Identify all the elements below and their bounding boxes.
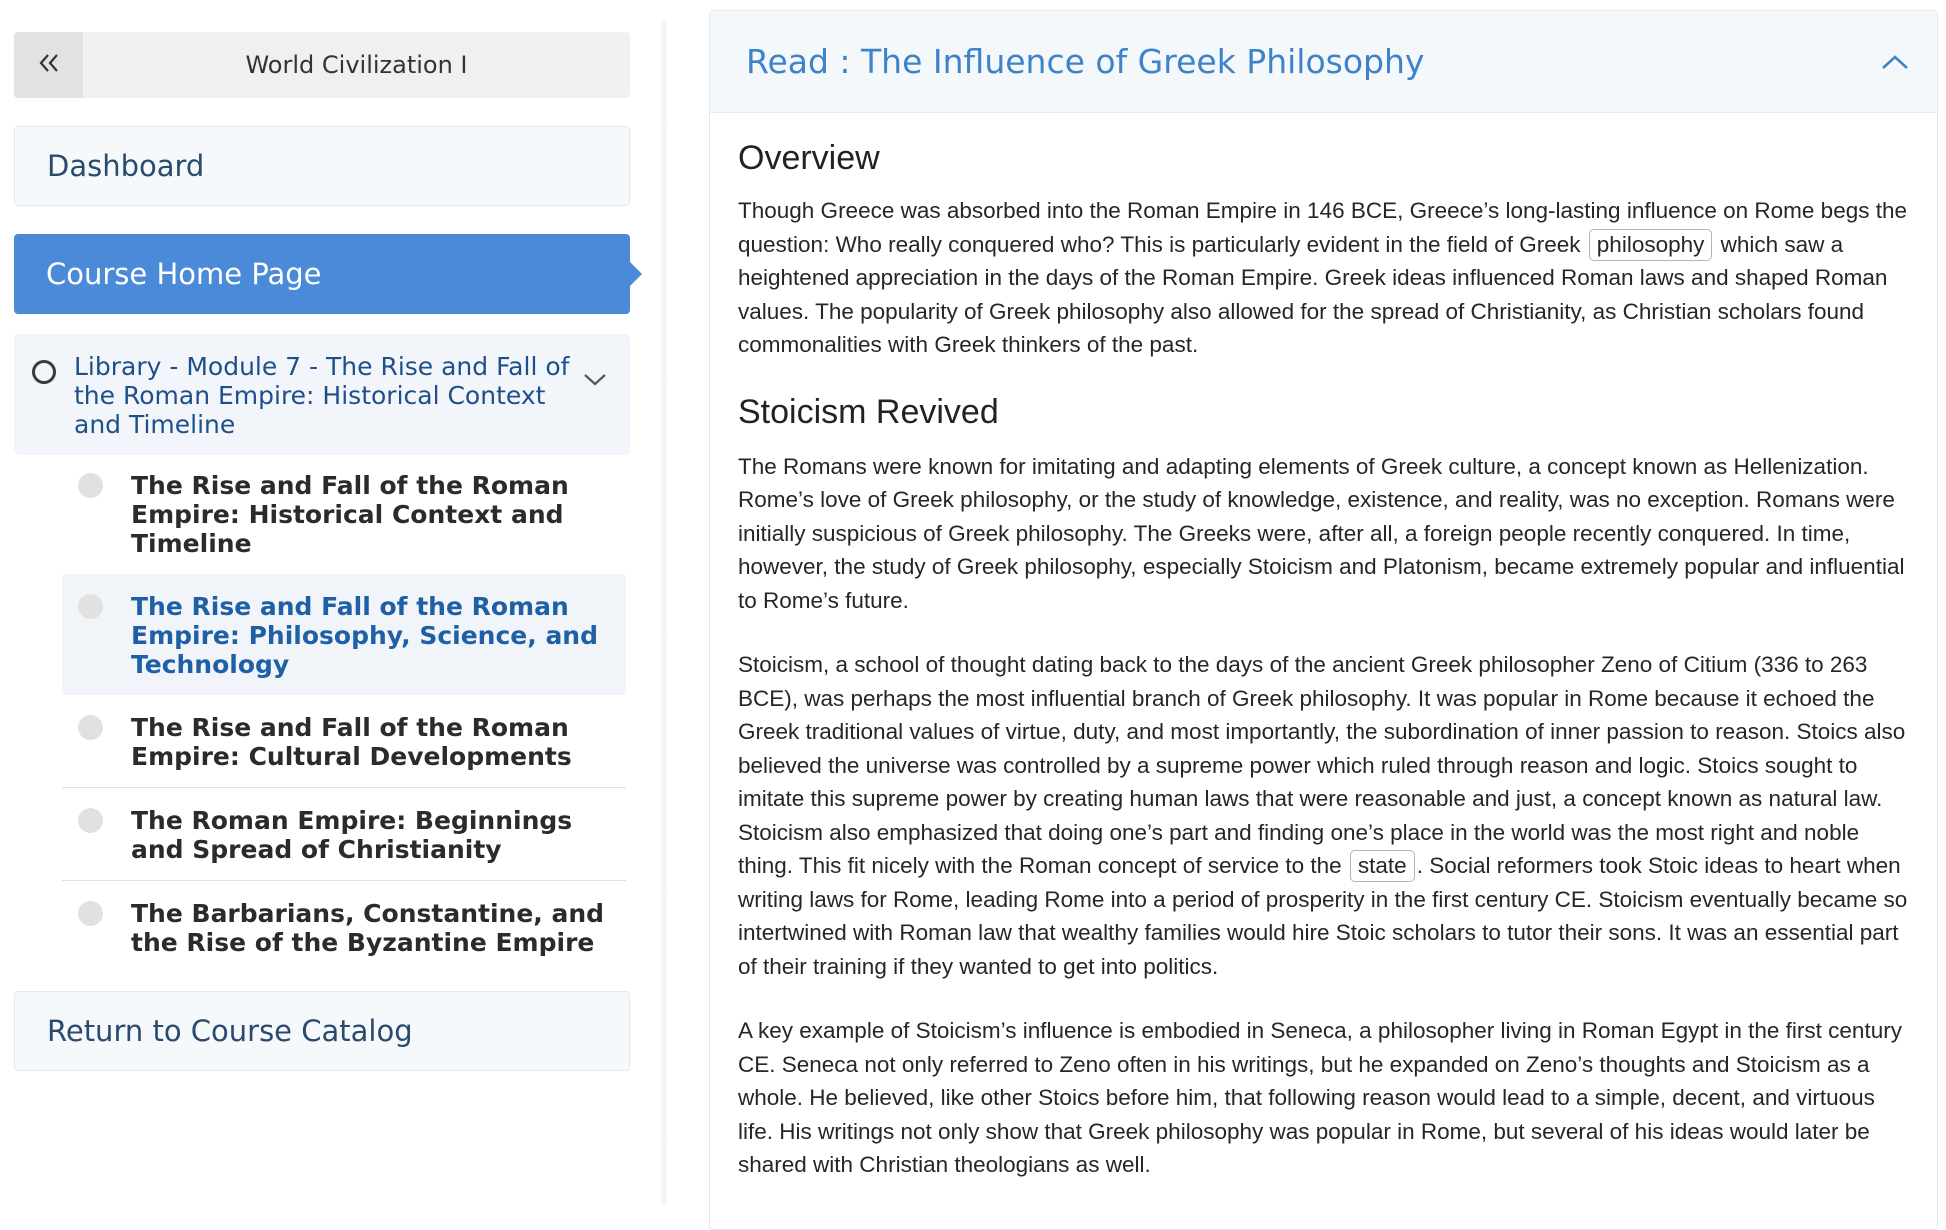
course-home-link[interactable]: Course Home Page [14, 234, 630, 314]
collapse-sidebar-button[interactable] [14, 32, 83, 98]
lesson-title: The Rise and Fall of the Roman Empire: Philosophy, Science, and Technology [131, 592, 599, 679]
lesson-item[interactable] [62, 788, 626, 881]
lesson-title: The Rise and Fall of the Roman Empire: Cultural Developments [131, 713, 572, 771]
lesson-list [62, 455, 626, 973]
overview-text-1: Though Greece was absorbed into the Roman Empire in 146 BCE, Greece’s long-lasting influence on Rome begs the question: Who really conquered who? This is particularly evident in the field of Greek [738, 198, 1908, 257]
grey-dot-icon [78, 901, 103, 926]
sidebar [14, 32, 630, 1071]
stoicism-text-2: . Social reformers took Stoic ideas to heart when writing laws for Rome, leading Rome into a period of prosperity in the first century CE. Stoicism eventually became so intertwined with Roman law that wealthy families would hire Stoic scholars to tutor their sons. It was an essential part of their training if they wanted to get into politics. [738, 853, 1908, 979]
stoicism-paragraph-3: A key example of Stoicism’s influence is embodied in Seneca, a philosopher living in Roman Egypt in the first century CE. Seneca not only referred to Zeno often in his writings, but he expanded on Zeno’s thoughts and Stoicism as a whole. He believed, like other Stoics before him, that following reason would lead to a simple, decent, and virtuous life. His writings not only show that Greek philosophy was popular in Rome, but several of his ideas would later be shared with Christian theologians as well. [738, 1018, 1902, 1177]
reading-header[interactable] [710, 11, 1937, 113]
lesson-title: The Rise and Fall of the Roman Empire: Historical Context and Timeline [131, 471, 569, 558]
lesson-item[interactable] [62, 881, 626, 973]
chevron-up-icon[interactable] [1877, 44, 1913, 80]
return-to-catalog-link[interactable]: Return to Course Catalog [14, 991, 630, 1071]
stoicism-paragraph-1: The Romans were known for imitating and adapting elements of Greek culture, a concept known as Hellenization. Rome’s love of Greek philosophy, or the study of knowledge, existence, and reality, was no exception. Romans were initially suspicious of Greek philosophy. The Greeks were, after all, a foreign people recently conquered. In time, however, the study of Greek philosophy, especially Stoicism and Platonism, became extremely popular and influential to Rome’s future. [738, 453, 1905, 613]
reading-content [710, 113, 1937, 1182]
reading-panel [709, 10, 1938, 1230]
dashboard-link[interactable]: Dashboard [14, 126, 630, 206]
course-header [14, 32, 630, 98]
overview-heading: Overview [738, 139, 880, 177]
overview-text-2: which saw a heightened appreciation in the days of the Roman Empire. Greek ideas influenced Roman laws and shaped Roman values. The popularity of Greek philosophy also allowed for the spread of Christianity, as Christian scholars found commonalities with Greek thinkers of the past. [738, 231, 1888, 357]
lesson-item-selected[interactable] [62, 574, 626, 695]
empty-circle-icon [32, 360, 56, 384]
module-title: Library - Module 7 - The Rise and Fall of the Roman Empire: Historical Context and Timeline [74, 352, 570, 439]
lesson-title: The Barbarians, Constantine, and the Rise of the Byzantine Empire [131, 899, 605, 957]
chevron-down-icon[interactable] [582, 372, 610, 392]
column-divider [660, 20, 668, 1205]
glossary-term-state[interactable]: state [1350, 850, 1415, 882]
glossary-term-philosophy[interactable]: philosophy [1589, 229, 1713, 261]
grey-dot-icon [78, 715, 103, 740]
course-title: World Civilization I [245, 51, 468, 79]
lesson-item[interactable] [62, 455, 626, 574]
grey-dot-icon [78, 594, 103, 619]
module-library-7[interactable] [14, 334, 630, 455]
grey-dot-icon [78, 473, 103, 498]
stoicism-paragraph-2 [738, 648, 1909, 983]
double-chevron-left-icon [38, 52, 60, 78]
stoicism-heading: Stoicism Revived [738, 392, 999, 431]
stoicism-text-1: Stoicism, a school of thought dating back to the days of the ancient Greek philosopher Zeno of Citium (336 to 263 BCE), was perhaps the most influential branch of Greek philosophy. It was popular in Rome because it echoed the Greek traditional values of virtue, duty, and most importantly, the subordination of inner passion to reason. Stoics also believed the universe was controlled by a supreme power which ruled through reason and logic. Stoics sought to imitate this supreme power by creating human laws that were reasonable and just, a concept known as natural law. Stoicism also emphasized that doing one’s part and finding one’s place in the world was the most right and noble thing. This fit nicely with the Roman concept of service to the [738, 652, 1906, 878]
overview-paragraph [738, 194, 1909, 362]
lesson-item[interactable] [62, 695, 626, 788]
grey-dot-icon [78, 808, 103, 833]
reading-title: Read : The Influence of Greek Philosophy [746, 42, 1425, 81]
lesson-title: The Roman Empire: Beginnings and Spread of Christianity [131, 806, 573, 864]
